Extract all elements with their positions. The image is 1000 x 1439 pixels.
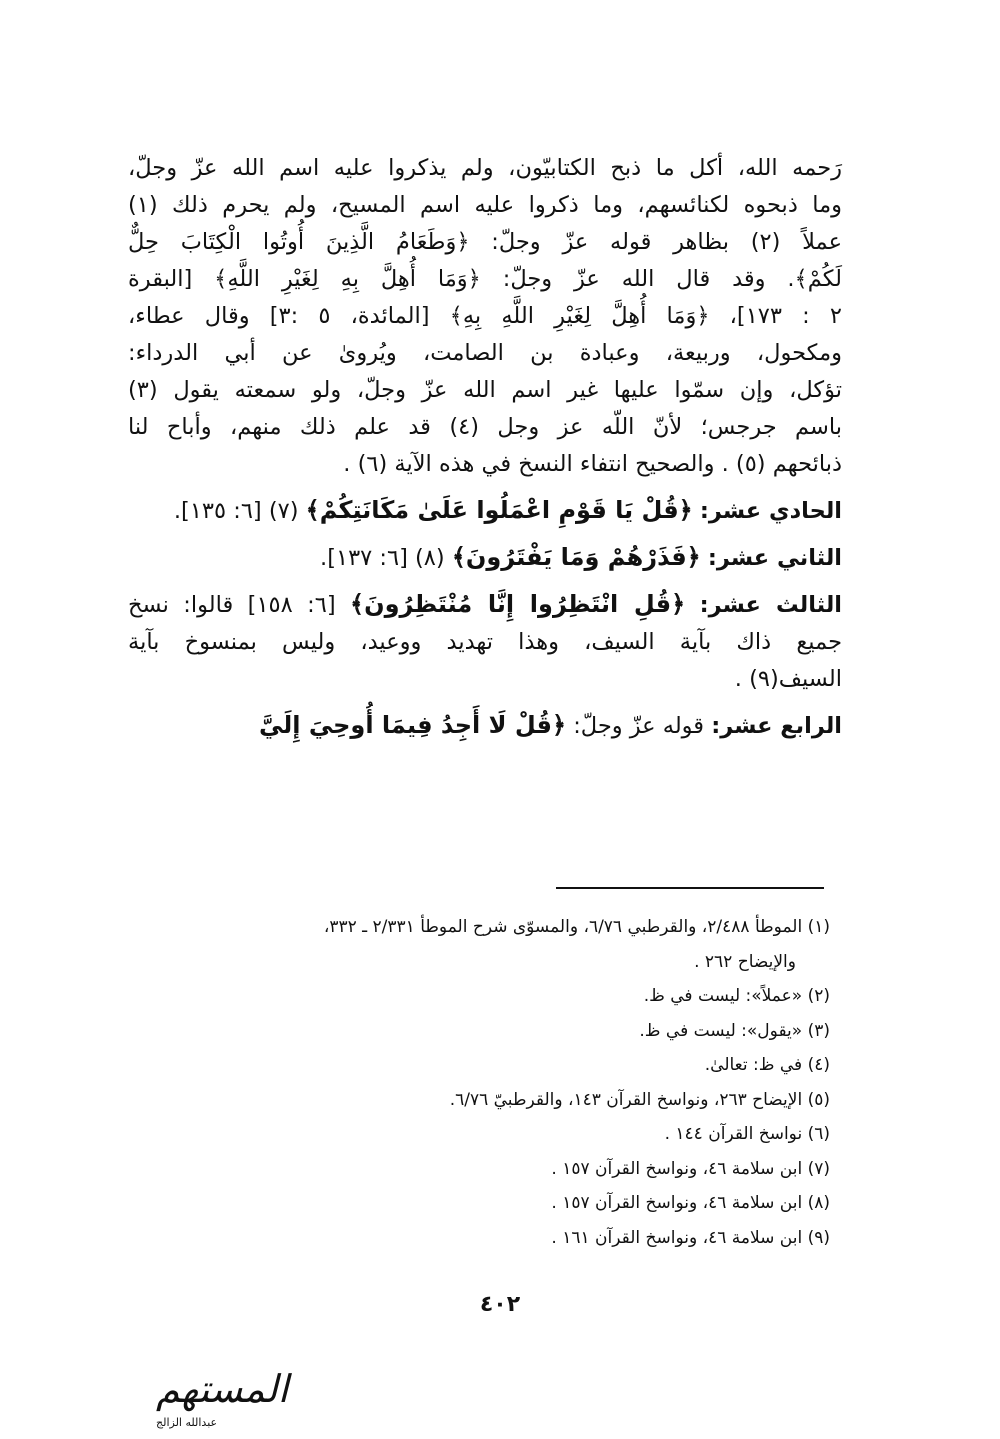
footnote-7: (٧) ابن سلامة ٤٦، ونواسخ القرآن ١٥٧ .: [551, 1158, 830, 1179]
text-line: [128, 586, 842, 624]
footnote-2: (٢) «عملاً»: ليست في ظ.: [643, 986, 830, 1006]
paragraph-1: [128, 150, 842, 483]
text-line: السيف(٩) .: [734, 666, 842, 692]
quran-verse: ﴿قُلْ يَا قَوْمِ اعْمَلُوا عَلَىٰ مَكَانَتِكُمْ﴾: [305, 496, 693, 524]
text-line: ٢ : ١٧٣]، ﴿وَمَا أُهِلَّ لِغَيْرِ اللَّهِ بِهِ﴾ [المائدة، ٥ :٣] وقال عطاء،: [128, 303, 842, 329]
text-line: وما ذبحوه لكنائسهم، وما ذكروا عليه اسم المسيح، ولم يحرم ذلك (١): [128, 192, 842, 218]
paragraph-gap: [128, 530, 842, 539]
text-span: قوله عزّ وجلّ:: [573, 713, 705, 739]
paragraph-3: [128, 539, 842, 577]
verse-reference: [٦: ١٥٨] قالوا: نسخ: [128, 592, 336, 618]
footnotes: [140, 910, 830, 1255]
quran-verse: ﴿قُلْ لَا أَجِدُ فِيمَا أُوحِيَ إِلَيَّ: [258, 711, 567, 739]
text-line: [128, 707, 842, 745]
footnote-8: (٨) ابن سلامة ٤٦، ونواسخ القرآن ١٥٧ .: [551, 1193, 830, 1213]
text-line: باسم جرجس؛ لأنّ اللّه عز وجل (٤) قد علم ذلك منهم، وأباح لنا: [128, 414, 842, 440]
footnote-3: (٣) «يقول»: ليست في ظ.: [639, 1020, 830, 1041]
footnote-separator: [556, 887, 824, 889]
page-number: ٤٠٢: [479, 1292, 521, 1317]
quran-verse: ﴿قُلِ انْتَظِرُوا إِنَّا مُنْتَظِرُونَ﴾: [350, 590, 686, 618]
paragraph-gap: [128, 483, 842, 492]
section-heading: الرابع عشر:: [711, 713, 842, 739]
paragraph-2: [128, 492, 842, 530]
main-text: [128, 150, 842, 745]
text-line: تؤكل، وإن سمّوا عليها غير اسم الله عزّ وجلّ، ولو سمعته يقول (٣): [128, 377, 842, 403]
library-seal-icon: [6, 1358, 289, 1434]
footnote-9: (٩) ابن سلامة ٤٦، ونواسخ القرآن ١٦١ .: [551, 1227, 830, 1248]
text-line: جميع ذاك بآية السيف، وهذا تهديد ووعيد، وليس بمنسوخ بآية: [128, 629, 842, 655]
text-line: لَكُمْ﴾. وقد قال الله عزّ وجلّ: ﴿وَمَا أُهِلَّ بِهِ لِغَيْرِ اللَّهِ﴾ [البقرة: [128, 266, 842, 292]
footnote-1: (١) الموطأ ٢/٤٨٨، والقرطبي ٦/٧٦، والمسوّى شرح الموطأ ٢/٣٣١ ـ ٣٣٢،: [323, 917, 830, 937]
text-line: ومكحول، وربيعة، وعبادة بن الصامت، ويُروىٰ عن أبي الدرداء:: [128, 340, 842, 366]
text-line: [128, 492, 842, 530]
section-heading: الحادي عشر:: [699, 498, 842, 524]
footnote-6: (٦) نواسخ القرآن ١٤٤ .: [664, 1124, 830, 1144]
seal-title: المستهم: [156, 1367, 289, 1411]
footnote-4: (٤) في ظ: تعالىٰ.: [704, 1055, 830, 1075]
paragraph-5: [128, 707, 842, 745]
section-heading: الثالث عشر:: [699, 592, 843, 618]
text-line: عملاً (٢) بظاهر قوله عزّ وجلّ: ﴿وَطَعَامُ الَّذِينَ أُوتُوا الْكِتَابَ حِلٌّ: [128, 229, 842, 255]
text-line: [128, 539, 842, 577]
text-line: ذبائحهم (٥) . والصحيح انتفاء النسخ في هذه الآية (٦) .: [343, 451, 842, 477]
section-heading: الثاني عشر:: [707, 545, 842, 571]
text-line: رَحمه الله، أكل ما ذبح الكتابيّون، ولم يذكروا عليه اسم الله عزّ وجلّ،: [128, 155, 842, 181]
footnote-1-continued: والإيضاح ٢٦٢ .: [694, 951, 796, 972]
verse-reference: (٧) [٦: ١٣٥].: [173, 498, 299, 524]
paragraph-gap: [128, 698, 842, 707]
paragraph-4: [128, 586, 842, 698]
quran-verse: ﴿فَذَرْهُمْ وَمَا يَفْتَرُونَ﴾: [451, 543, 701, 571]
paragraph-gap: [128, 577, 842, 586]
seal-subtitle: عبدالله الزالج: [156, 1416, 218, 1429]
verse-reference: (٨) [٦: ١٣٧].: [320, 545, 445, 571]
footnote-5: (٥) الإيضاح ٢٦٣، ونواسخ القرآن ١٤٣، والقرطبيّ ٦/٧٦.: [449, 1089, 830, 1110]
